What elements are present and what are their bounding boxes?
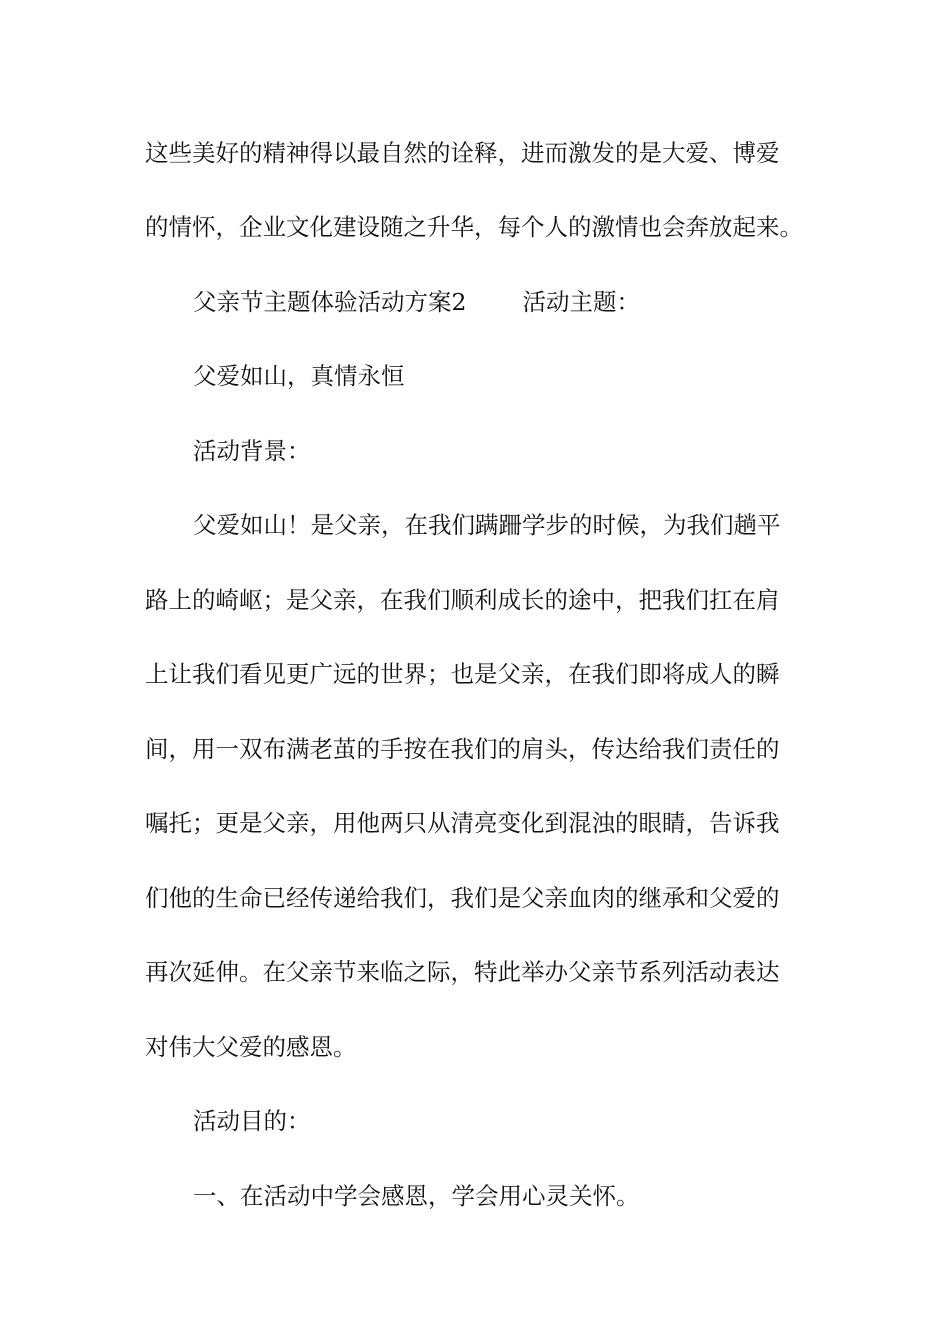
- paragraph-line: 们他的生命已经传递给我们，我们是父亲血肉的继承和父爱的: [145, 884, 780, 912]
- paragraph-line: 嘱托；更是父亲，用他两只从清亮变化到混浊的眼睛，告诉我: [145, 809, 780, 837]
- paragraph-line: 再次延伸。在父亲节来临之际，特此举办父亲节系列活动表达: [145, 958, 780, 986]
- theme-text: 父爱如山，真情永恒: [193, 362, 405, 390]
- section-title: 父亲节主题体验活动方案2: [193, 288, 467, 316]
- subheading-purpose: 活动目的：: [193, 1107, 311, 1135]
- paragraph-line: 上让我们看见更广远的世界；也是父亲，在我们即将成人的瞬: [145, 660, 780, 688]
- paragraph-line: 间，用一双布满老茧的手按在我们的肩头，传达给我们责任的: [145, 735, 780, 763]
- paragraph-line: 的情怀，企业文化建设随之升华，每个人的激情也会奔放起来。: [145, 213, 803, 241]
- subheading-theme: 活动主题：: [522, 288, 640, 316]
- paragraph-line: 路上的崎岖；是父亲，在我们顺利成长的途中，把我们扛在肩: [145, 586, 780, 614]
- heading-line: [193, 287, 858, 317]
- paragraph-line: 对伟大父爱的感恩。: [145, 1033, 357, 1061]
- list-item: 一、在活动中学会感恩，学会用心灵关怀。: [193, 1182, 640, 1210]
- paragraph-line: 这些美好的精神得以最自然的诠释，进而激发的是大爱、博爱: [145, 139, 780, 167]
- paragraph-line: 父爱如山！是父亲，在我们蹒跚学步的时候，为我们趟平: [193, 511, 781, 539]
- subheading-background: 活动背景：: [193, 437, 311, 465]
